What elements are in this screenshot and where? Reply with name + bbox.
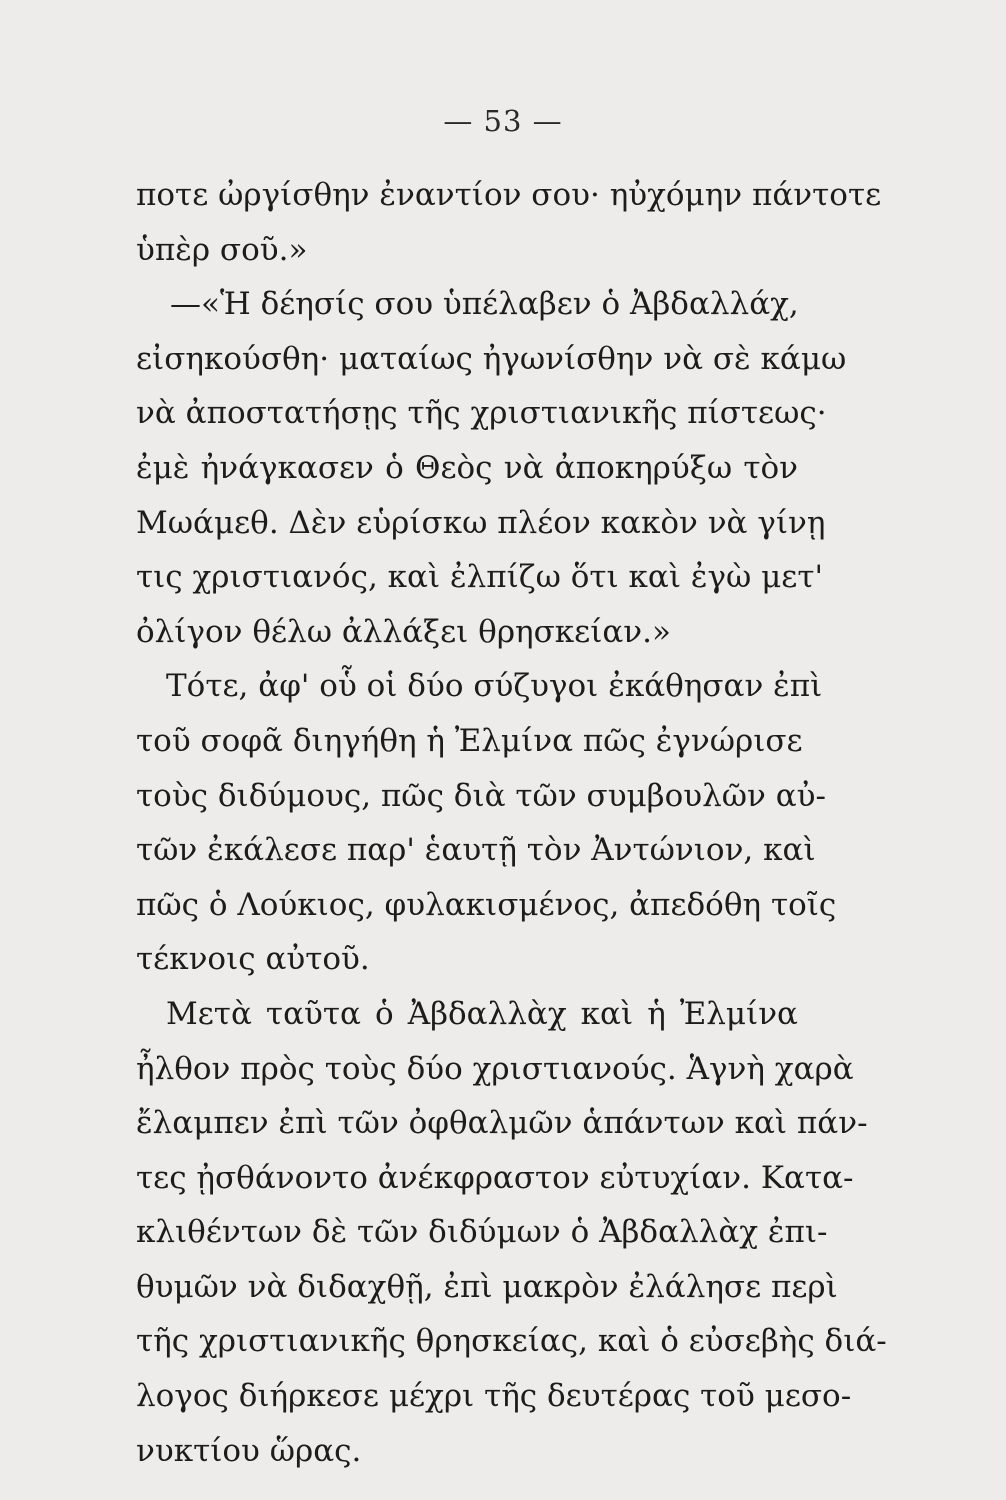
text-line: Τότε, ἀφ' οὗ οἱ δύο σύζυγοι ἐκάθησαν ἐπὶ — [166, 668, 823, 705]
text-line: εἰσηκούσθη· ματαίως ἠγωνίσθην νὰ σὲ κάμω — [136, 340, 847, 377]
text-line: τῶν ἐκάλεσε παρ' ἑαυτῇ τὸν Ἀντώνιον, καὶ — [136, 832, 816, 869]
text-line: πῶς ὁ Λούκιος, φυλακισμένος, ἀπεδόθη τοῖς — [136, 886, 837, 923]
text-line: τις χριστιανός, καὶ ἐλπίζω ὅτι καὶ ἐγὼ μετ' — [136, 559, 824, 596]
text-line: ἦλθον πρὸς τοὺς δύο χριστιανούς. Ἁγνὴ χαρὰ — [136, 1050, 854, 1087]
text-line: ποτε ὠργίσθην ἐναντίον σου· ηὐχόμην πάντοτε — [136, 177, 882, 213]
text-line: τες ᾐσθάνοντο ἀνέκφραστον εὐτυχίαν. Κατα- — [136, 1159, 854, 1196]
text-line: τοῦ σοφᾶ διηγήθη ἡ Ἐλμίνα πῶς ἐγνώρισε — [136, 722, 803, 759]
text-line: τέκνοις αὐτοῦ. — [136, 941, 370, 978]
text-line: θυμῶν νὰ διδαχθῇ, ἐπὶ μακρὸν ἐλάλησε περὶ — [136, 1268, 838, 1305]
text-line: —«Ἡ δέησίς σου ὑπέλαβεν ὁ Ἀβδαλλάχ, — [170, 286, 799, 323]
text-line: Μετὰ ταῦτα ὁ Ἀβδαλλὰχ καὶ ἡ Ἐλμίνα — [166, 995, 798, 1032]
text-line: νυκτίου ὥρας. — [136, 1432, 362, 1469]
text-line: τῆς χριστιανικῆς θρησκείας, καὶ ὁ εὐσεβὴς διά- — [136, 1323, 887, 1360]
text-line: λογος διήρκεσε μέχρι τῆς δευτέρας τοῦ μεσο- — [136, 1378, 852, 1415]
text-line: ἐμὲ ἠνάγκασεν ὁ Θεὸς νὰ ἀποκηρύξω τὸν — [136, 449, 798, 486]
text-line: ὀλίγον θέλω ἀλλάξει θρησκείαν.» — [136, 613, 671, 650]
text-line: νὰ ἀποστατήσῃς τῆς χριστιανικῆς πίστεως· — [136, 395, 827, 432]
text-line: Μωάμεθ. Δὲν εὑρίσκω πλέον κακὸν νὰ γίνῃ — [136, 504, 826, 541]
text-line: ὑπὲρ σοῦ.» — [136, 231, 308, 268]
page-number: — 53 — — [443, 104, 563, 138]
body-text — [136, 168, 887, 1478]
text-line: ἔλαμπεν ἐπὶ τῶν ὀφθαλμῶν ἁπάντων καὶ πάν- — [136, 1105, 868, 1142]
text-line: κλιθέντων δὲ τῶν διδύμων ὁ Ἀβδαλλὰχ ἐπι- — [136, 1214, 828, 1251]
text-line: τοὺς διδύμους, πῶς διὰ τῶν συμβουλῶν αὐ- — [136, 777, 826, 814]
